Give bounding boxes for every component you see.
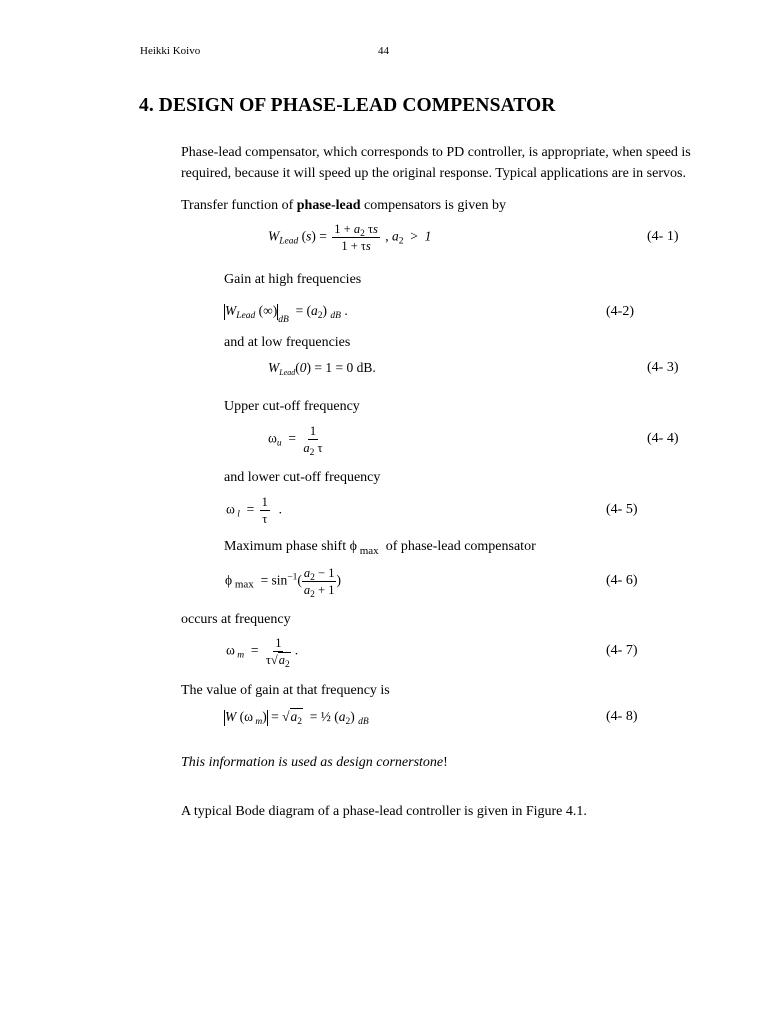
cornerstone-text: This information is used as design cornerstone <box>181 755 444 770</box>
transfer-function-sentence <box>181 198 506 214</box>
low-frequencies-label: and at low frequencies <box>224 335 351 350</box>
value-gain-label: The value of gain at that frequency is <box>181 683 390 698</box>
fraction: $\frac{1}{\tau√a_2}$ <box>265 636 290 670</box>
fraction: $\frac{1}{a_2 \tau}$ <box>303 424 323 458</box>
intro-line-1: Phase-lead compensator, which corresponds to PD controller, is appropriate, when speed is <box>181 145 691 160</box>
equation-4-2: $W_{Lead}$ $(\infty)_{dB} = (a_2)$ $_{dB}$ . <box>225 303 348 325</box>
tf-text-before: Transfer function of <box>181 198 297 213</box>
equation-4-4: $\omega_u$ = $\frac{1}{a_2 \tau}$ <box>268 424 323 458</box>
equation-4-8: W (ω $_m) = √a_2$ = ½ $(a_2)$ $_{dB}$ <box>225 709 369 727</box>
max-phase-sentence: Maximum phase shift ϕ $_{max}$ of phase-lead compensator <box>224 539 536 557</box>
max-phase-text-before: Maximum phase shift <box>224 539 350 554</box>
equation-number-4-7: (4- 7) <box>606 643 638 658</box>
equation-4-5: ω $_l$ = $\frac{1}{\tau}$ . <box>226 495 283 526</box>
equation-number-4-8: (4- 8) <box>606 709 638 724</box>
tf-text-bold: phase-lead <box>296 198 361 213</box>
gain-high-label: Gain at high frequencies <box>224 272 362 287</box>
occurs-label: occurs at frequency <box>181 612 291 627</box>
equation-4-3: $W_{Lead}(0) = 1 = 0$ dB. <box>268 360 376 377</box>
bode-sentence: A typical Bode diagram of a phase-lead controller is given in Figure 4.1. <box>181 804 587 819</box>
max-phase-text-after: of phase-lead compensator <box>382 539 536 554</box>
equation-4-7: ω $_m$ = $\frac{1}{\tau√a_2}$ . <box>226 636 299 670</box>
header-author: Heikki Koivo <box>140 45 201 57</box>
equation-number-4-4: (4- 4) <box>647 431 679 446</box>
intro-line-2: required, because it will speed up the original response. Typical applications are in servos. <box>181 166 686 181</box>
equation-number-4-6: (4- 6) <box>606 573 638 588</box>
cornerstone-mark: ! <box>443 755 448 770</box>
header-page-number: 44 <box>378 45 389 57</box>
intro-paragraph <box>181 142 691 184</box>
section-title: 4. DESIGN OF PHASE-LEAD COMPENSATOR <box>139 95 556 116</box>
fraction: $\frac{1 + a_2 \tau s}{1 + \tau s}$ <box>334 222 378 253</box>
equation-number-4-5: (4- 5) <box>606 502 638 517</box>
fraction: $\frac{a_2 - 1}{a_2 + 1}$ <box>303 566 335 600</box>
equation-number-4-2: (4-2) <box>606 304 634 319</box>
equation-number-4-3: (4- 3) <box>647 360 679 375</box>
upper-cutoff-label: Upper cut-off frequency <box>224 399 360 414</box>
tf-text-after: compensators is given by <box>360 198 506 213</box>
equation-4-1: $W_{Lead}$ (s) = $\frac{1 + a_2 \tau s}{1 + \tau s}$ , $a_2 > 1$ <box>268 222 432 253</box>
cornerstone-sentence <box>181 755 448 771</box>
lower-cutoff-label: and lower cut-off frequency <box>224 470 381 485</box>
equation-number-4-1: (4- 1) <box>647 229 679 244</box>
equation-4-6: ϕ $_{max} = \sin^{-1}$( $\frac{a_2 - 1}{a_2 + 1}$ ) <box>225 566 341 600</box>
fraction: $\frac{1}{\tau}$ <box>261 495 268 526</box>
